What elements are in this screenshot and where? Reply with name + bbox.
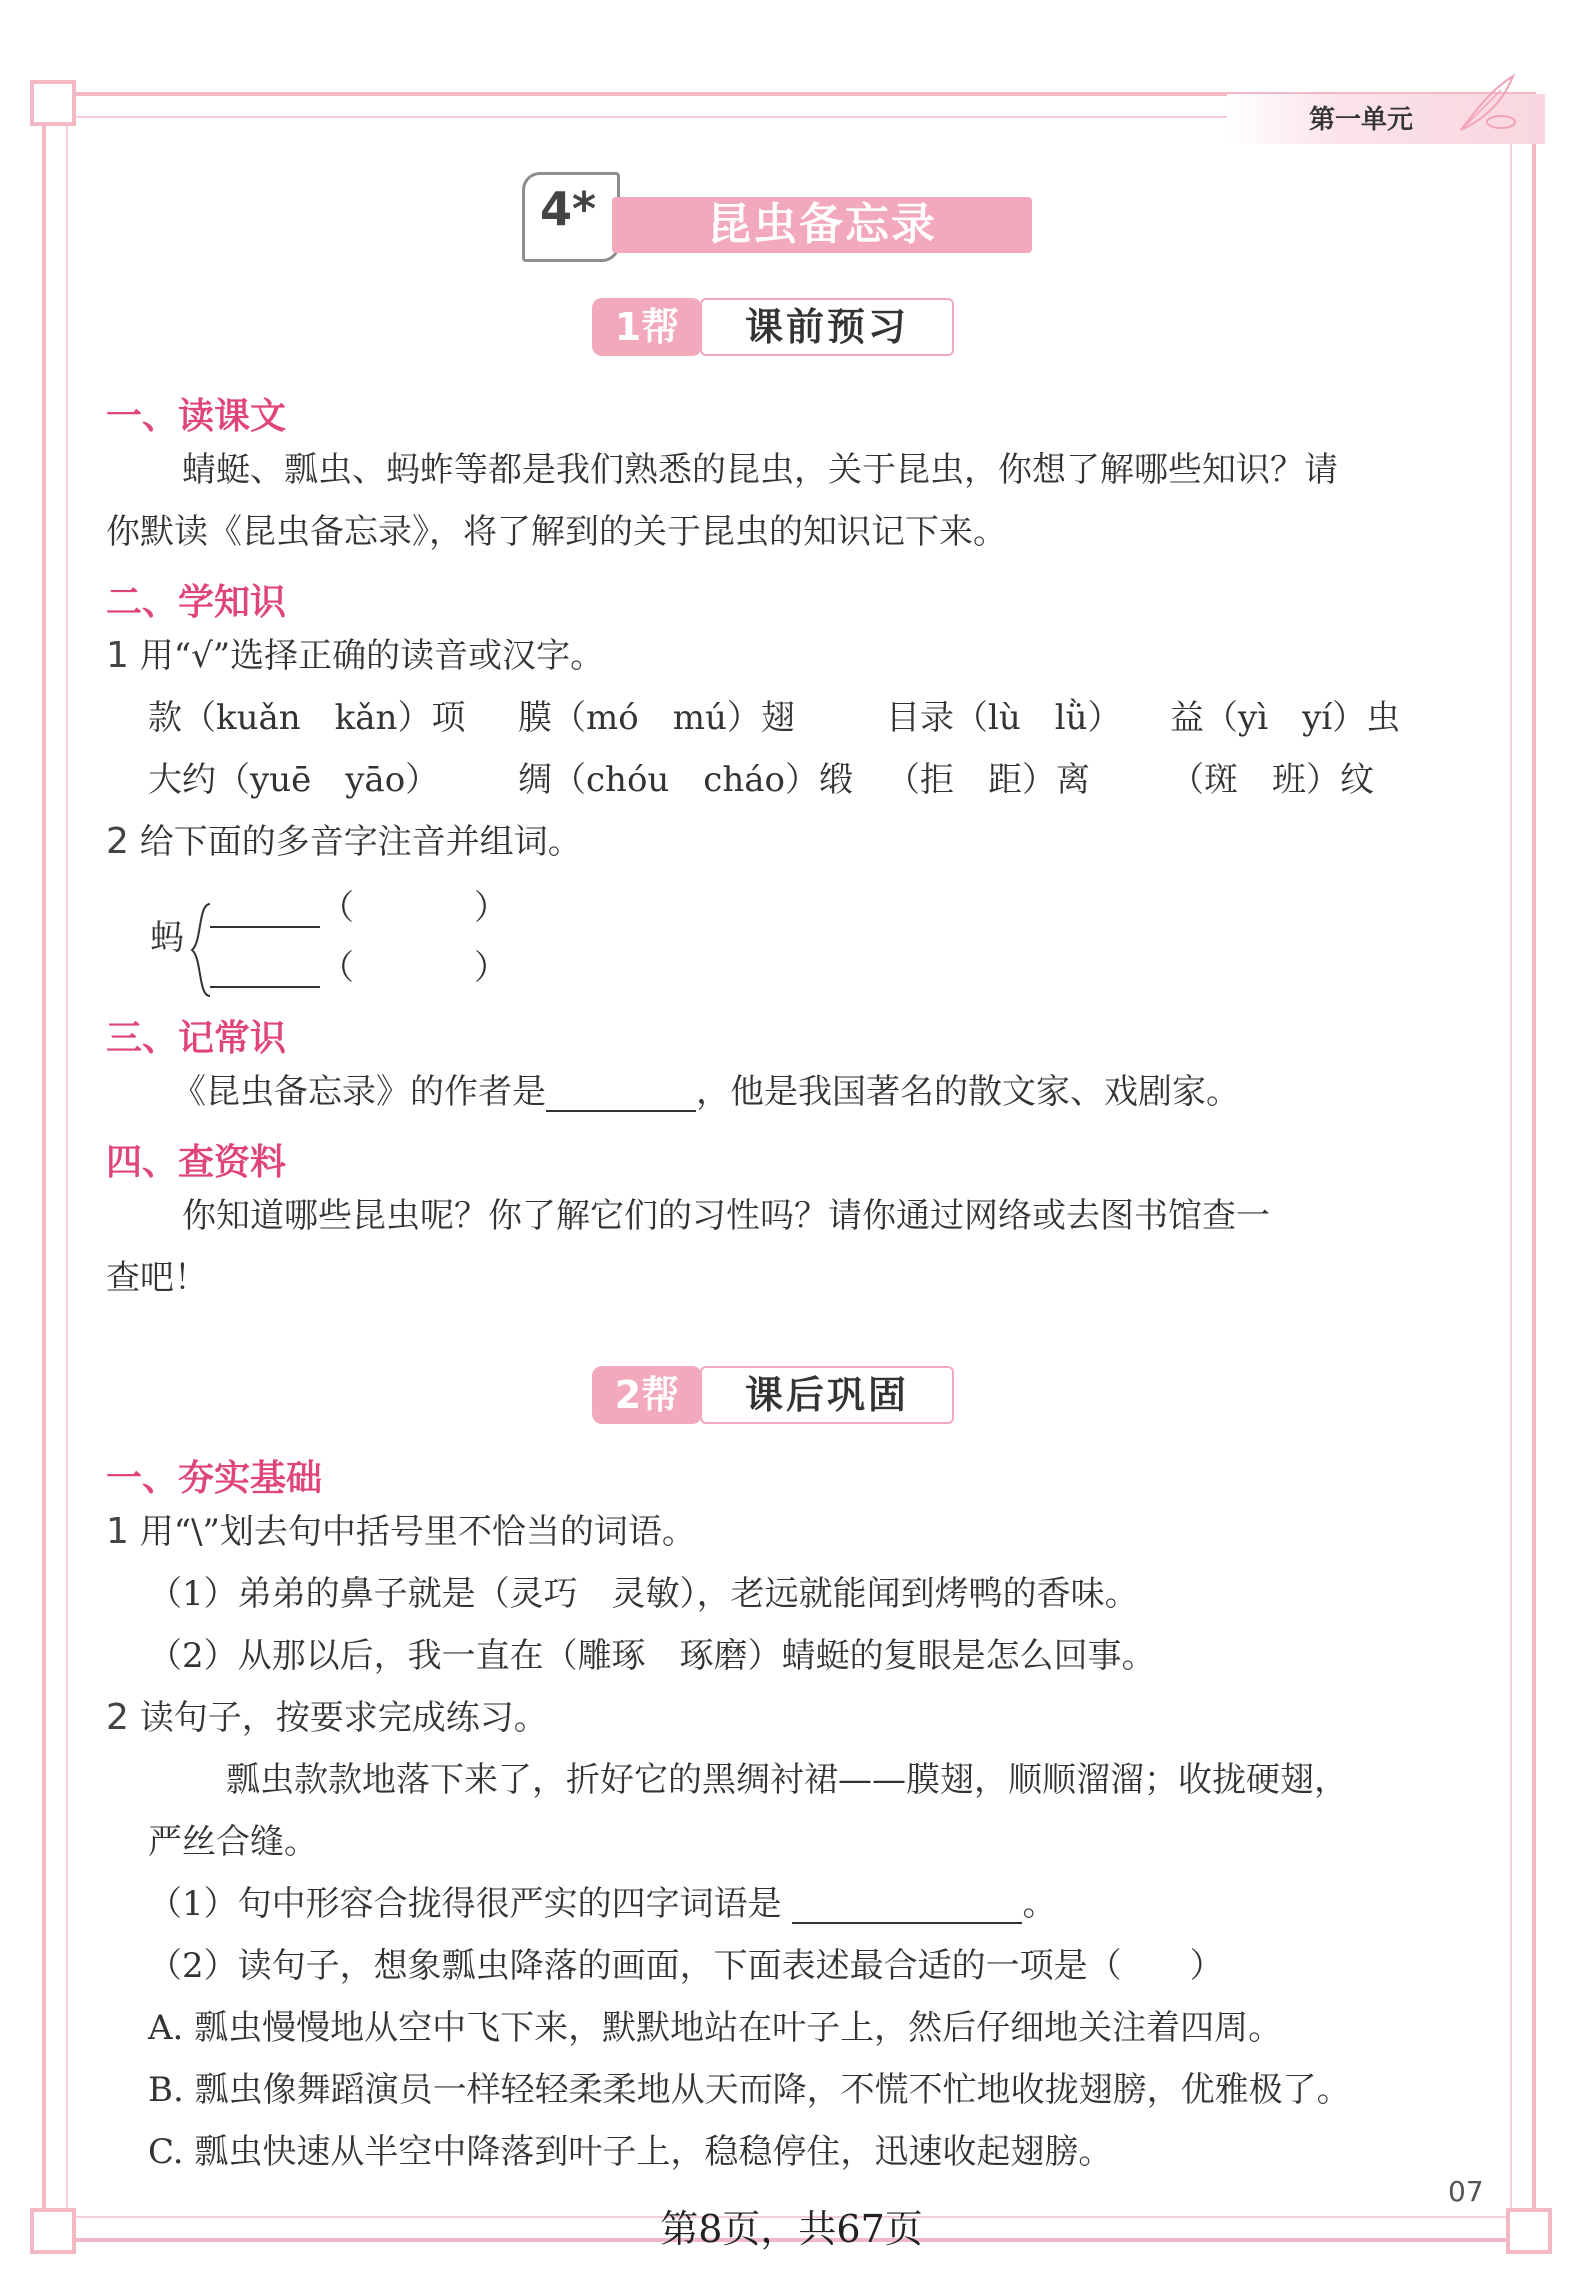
idiom-blank[interactable]	[792, 1890, 1022, 1924]
sentence-start: 《昆虫备忘录》的作者是	[172, 1072, 546, 1112]
heading-common-knowledge: 三、记常识	[106, 1018, 287, 1059]
sub-question: （2）读句子，想象瓢虫降落的画面，下面表述最合适的一项是（ ）	[148, 1946, 1224, 1986]
period: 。	[1022, 1884, 1057, 1924]
choice-a[interactable]: A. 瓢虫慢慢地从空中飞下来，默默地站在叶子上，然后仔细地关注着四周。	[148, 2008, 1283, 2048]
paren-close: ）	[474, 888, 508, 928]
answer-blank[interactable]	[210, 954, 320, 988]
sub-question[interactable]: （2）从那以后，我一直在（雕琢 琢磨）蜻蜓的复眼是怎么回事。	[148, 1636, 1156, 1676]
answer-blank[interactable]	[210, 894, 320, 928]
option-item[interactable]: 大约（yuē yāo）	[148, 760, 440, 800]
author-blank[interactable]	[546, 1078, 696, 1112]
section-number: 2帮	[592, 1366, 702, 1424]
heading-read-text: 一、读课文	[106, 396, 287, 437]
lesson-title: 昆虫备忘录	[707, 199, 937, 250]
question-1	[106, 1512, 696, 1552]
lesson-number: 4*	[540, 182, 597, 236]
option-item[interactable]: 膜（mó mú）翅	[518, 698, 795, 738]
question-2	[106, 1698, 548, 1738]
question-text: 读句子，按要求完成练习。	[139, 1698, 548, 1738]
passage-line: 瓢虫款款地落下来了，折好它的黑绸衬裙——膜翅，顺顺溜溜；收拢硬翅，	[226, 1760, 1348, 1800]
paren-close: ）	[474, 948, 508, 988]
heading-basics: 一、夯实基础	[106, 1458, 323, 1499]
page-footer: 第8页，共67页	[660, 2207, 923, 2251]
question-number: 2	[106, 1697, 129, 1738]
question-text: 给下面的多音字注音并组词。	[139, 822, 582, 862]
question-number: 1	[106, 1511, 129, 1552]
feather-icon	[1451, 70, 1521, 140]
section-label: 课后巩固	[700, 1366, 954, 1424]
page-corner-number: 07	[1448, 2175, 1484, 2208]
sub-question-text: （1）句中形容合拢得很严实的四字词语是	[148, 1884, 782, 1924]
paragraph-line: 你知道哪些昆虫呢？你了解它们的习性吗？请你通过网络或去图书馆查一	[182, 1196, 1270, 1236]
option-item[interactable]: （斑 班）纹	[1170, 760, 1374, 800]
option-item[interactable]: 绸（chóu cháo）缎	[518, 760, 853, 800]
option-item[interactable]: （拒 距）离	[886, 760, 1090, 800]
question-number: 1	[106, 635, 129, 676]
option-item[interactable]: 款（kuǎn kǎn）项	[148, 698, 466, 738]
paren-open: （	[320, 888, 354, 928]
answer-row	[210, 948, 508, 988]
pinyin-blank[interactable]	[354, 956, 474, 988]
question-text: 用“√”选择正确的读音或汉字。	[139, 636, 605, 676]
answer-row	[210, 888, 508, 928]
fill-sentence	[172, 1072, 1240, 1112]
pinyin-blank[interactable]	[354, 896, 474, 928]
heading-learn: 二、学知识	[106, 582, 287, 623]
question-1	[106, 636, 604, 676]
unit-label: 第一单元	[1308, 105, 1413, 135]
paragraph-line: 蜻蜓、瓢虫、蚂蚱等都是我们熟悉的昆虫，关于昆虫，你想了解哪些知识？请	[182, 450, 1338, 490]
passage-line: 严丝合缝。	[148, 1822, 318, 1862]
frame-corner-tl	[30, 80, 76, 126]
section-label: 课前预习	[700, 298, 954, 356]
question-number: 2	[106, 821, 129, 862]
question-text: 用“\”划去句中括号里不恰当的词语。	[139, 1512, 696, 1552]
paragraph-line: 你默读《昆虫备忘录》，将了解到的关于昆虫的知识记下来。	[106, 512, 1007, 552]
option-item[interactable]: 目录（lù lǜ）	[886, 698, 1122, 738]
paren-open: （	[320, 948, 354, 988]
section-number: 1帮	[592, 298, 702, 356]
heading-research: 四、查资料	[106, 1142, 287, 1183]
sub-question	[148, 1884, 1056, 1924]
sub-question[interactable]: （1）弟弟的鼻子就是（灵巧 灵敏），老远就能闻到烤鸭的香味。	[148, 1574, 1139, 1614]
option-item[interactable]: 益（yì yí）虫	[1170, 698, 1401, 738]
polyphonic-char: 蚂	[150, 918, 184, 958]
choice-c[interactable]: C. 瓢虫快速从半空中降落到叶子上，稳稳停住，迅速收起翅膀。	[148, 2132, 1113, 2172]
choice-b[interactable]: B. 瓢虫像舞蹈演员一样轻轻柔柔地从天而降，不慌不忙地收拢翅膀，优雅极了。	[148, 2070, 1351, 2110]
paragraph-line: 查吧！	[106, 1258, 208, 1298]
sentence-end: ，他是我国著名的散文家、戏剧家。	[696, 1072, 1240, 1112]
question-2	[106, 822, 582, 862]
